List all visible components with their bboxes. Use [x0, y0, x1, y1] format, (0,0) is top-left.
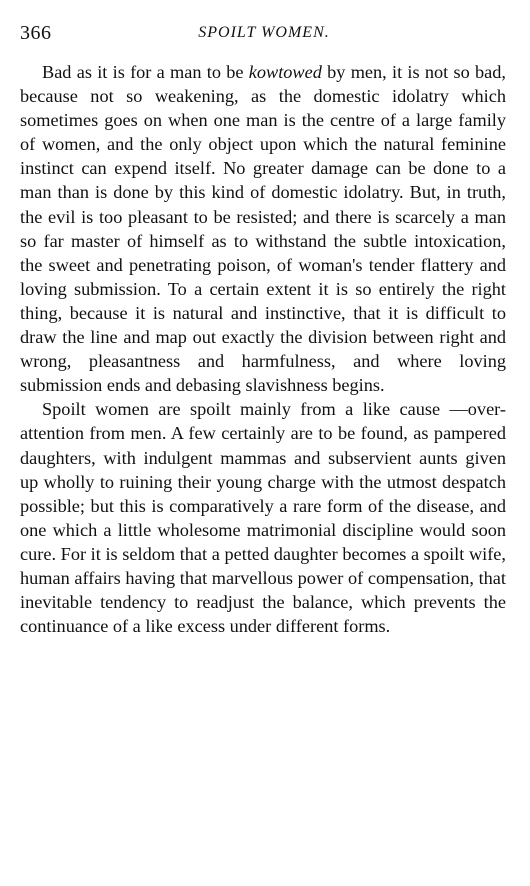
page-number: 366 — [20, 22, 52, 44]
paragraph-2: Spoilt women are spoilt mainly from a like cause —over-attention from men. A few certainly are to be found, as pampered daughters, with indulgent mammas and subservient aunts given up wholly to ruining their young charge with the utmost despatch possible; but this is comparatively a rare form of the disease, and one which a little wholesome matrimonial discipline would soon cure. For it is seldom that a petted daughter becomes a spoilt wife, human affairs having that marvellous power of compensation, that inevitable tendency to readjust the balance, which prevents the continuance of a like excess under different forms. — [20, 399, 506, 637]
paragraph-1-text-rest: by men, it is not so bad, because not so weakening, as the domestic idolatry which sometimes goes on when one man is the centre of a large family of women, and the only object upon which the natural feminine instinct can expend itself. No greater damage can be done to a man than is done by this kind of domestic idolatry. But, in truth, the evil is too pleasant to be resisted; and there is scarcely a man so far master of himself as to withstand the subtle intoxication, the sweet and penetrating poison, of woman's tender flattery and loving submission. To a certain extent it is so entirely the right thing, because it is natural and instinctive, that it is difficult to draw the line and map out exactly the division between right and wrong, pleasantness and harmfulness, and where loving submission ends and debasing slavishness begins. — [20, 62, 506, 396]
emphasized-word: kowtowed — [248, 62, 322, 82]
paragraph-1-text-start: Bad as it is for a man to be — [42, 62, 249, 82]
page-header — [20, 22, 508, 44]
running-head: SPOILT WOMEN. — [198, 24, 330, 41]
body-text — [20, 60, 506, 638]
paragraph-1 — [20, 60, 506, 397]
